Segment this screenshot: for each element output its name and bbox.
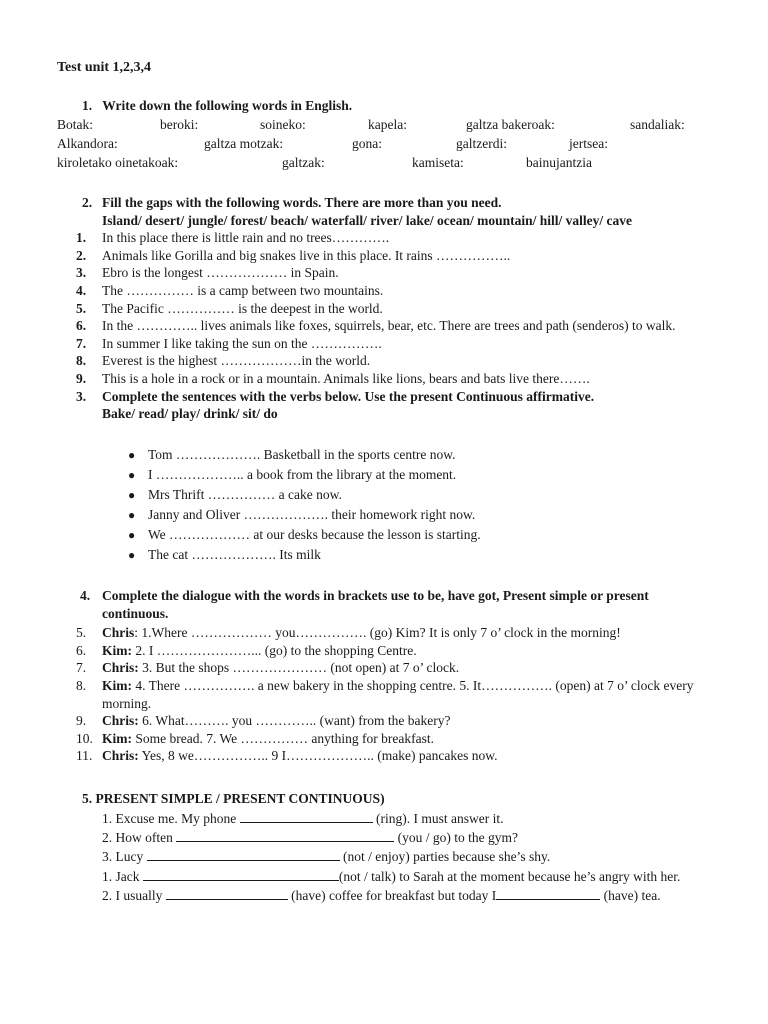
vocab-word: bainujantzia	[526, 155, 592, 170]
item-number: 2.	[76, 247, 87, 263]
section-number: 5.	[82, 791, 93, 806]
item-text: 2. How often	[102, 830, 177, 846]
section-heading-text: PRESENT SIMPLE / PRESENT CONTINUOUS)	[95, 791, 385, 806]
section-number: 3.	[76, 388, 87, 404]
item-text: : 1.Where ……………… you……………. (go) Kim? It is only 7 o’ clock in the morning!	[134, 625, 621, 641]
item-text: The Pacific …………… is the deepest in the world.	[102, 300, 383, 316]
dialogue-line	[76, 677, 716, 712]
item-text: Some bread. 7. We …………… anything for breakfast.	[132, 730, 434, 746]
section-number: 4.	[80, 588, 91, 603]
item-text: Everest is the highest ………………in the world.	[102, 353, 371, 369]
vocab-word: kapela:	[368, 117, 407, 132]
bullet-icon: ●	[128, 528, 136, 542]
item-text: 1. Excuse me. My phone	[102, 811, 240, 826]
item-text: We ……………… at our desks because the lesson is starting.	[148, 527, 481, 542]
item-text: 1. Jack	[102, 868, 143, 884]
dialogue-line	[76, 642, 716, 660]
vocab-word: Alkandora:	[57, 136, 118, 151]
item-text: 6. What………. you ………….. (want) from the bakery?	[138, 713, 451, 729]
item-number: 6.	[76, 318, 87, 334]
list-item	[76, 264, 716, 282]
speaker-name: Kim:	[102, 642, 132, 658]
vocab-row	[57, 136, 737, 154]
item-text: In the ………….. lives animals like foxes, squirrels, bear, etc. There are trees and path (senderos) to walk.	[102, 318, 676, 334]
list-item	[76, 317, 716, 335]
item-text: (not / talk) to Sarah at the moment because he’s angry with her.	[338, 868, 681, 884]
list-item	[76, 352, 716, 370]
item-text: I ……………….. a book from the library at the moment.	[148, 467, 457, 482]
item-text: In this place there is little rain and no trees………….	[102, 230, 390, 246]
answer-blank[interactable]	[496, 887, 600, 900]
answer-blank[interactable]	[166, 887, 288, 900]
item-text: (ring). I must answer it.	[372, 811, 504, 826]
item-number: 7.	[76, 335, 87, 351]
bullet-icon: ●	[128, 448, 136, 462]
item-number: 10.	[76, 730, 93, 746]
section-heading-text: Complete the dialogue with the words in brackets use to be, have got, Present simple or present continuous.	[102, 588, 649, 621]
answer-blank[interactable]	[240, 810, 373, 823]
list-item	[76, 335, 716, 353]
item-number: 5.	[76, 625, 87, 641]
item-number: 9.	[76, 713, 87, 729]
speaker-name: Kim:	[102, 730, 132, 746]
item-number: 4.	[76, 282, 87, 298]
list-item	[128, 445, 548, 465]
list-item	[128, 505, 548, 525]
list-item	[128, 485, 548, 505]
dialogue-text	[102, 747, 716, 765]
speaker-name: Kim:	[102, 677, 132, 693]
section-heading-text: Complete the sentences with the verbs below. Use the present Continuous affirmative.	[102, 388, 595, 404]
word-bank: Island/ desert/ jungle/ forest/ beach/ waterfall/ river/ lake/ ocean/ mountain/ hill/ valley/ cave	[102, 212, 632, 228]
section-heading-text: Write down the following words in English.	[102, 98, 353, 113]
list-item	[76, 229, 716, 247]
list-item	[76, 300, 716, 318]
speaker-name: Chris	[102, 625, 135, 641]
vocab-row	[57, 155, 737, 173]
speaker-name: Chris:	[102, 660, 139, 676]
dialogue-text	[102, 624, 716, 642]
item-text: Ebro is the longest ……………… in Spain.	[102, 265, 339, 281]
list-item	[76, 370, 716, 388]
item-text: 3. Lucy	[102, 849, 147, 865]
item-text: In summer I like taking the sun on the …………….	[102, 335, 382, 351]
section-3-list	[128, 445, 548, 565]
section-5-list	[102, 809, 722, 905]
item-text: (you / go) to the gym?	[394, 830, 518, 846]
item-text: 2. I usually	[102, 887, 166, 903]
item-text: 4. There ……………. a new bakery in the shopping centre. 5. It……………. (open) at 7 o’ clock every morning.	[102, 677, 694, 711]
section-3-heading	[76, 388, 716, 406]
dialogue-line	[76, 659, 716, 677]
vocab-word: galtzerdi:	[456, 136, 507, 151]
bullet-icon: ●	[128, 468, 136, 482]
speaker-name: Chris:	[102, 748, 139, 764]
item-text: Mrs Thrift …………… a cake now.	[148, 487, 342, 502]
list-item	[76, 247, 716, 265]
exercise-line	[102, 867, 722, 886]
item-text: Janny and Oliver ………………. their homework right now.	[148, 507, 476, 522]
dialogue-line	[76, 747, 716, 765]
bullet-icon: ●	[128, 548, 136, 562]
list-item	[76, 282, 716, 300]
item-number: 9.	[76, 370, 87, 386]
section-4	[76, 587, 716, 765]
dialogue-text	[102, 677, 716, 712]
item-number: 6.	[76, 642, 87, 658]
item-text: 2. I …………………... (go) to the shopping Centre.	[132, 642, 417, 658]
section-2-heading	[76, 194, 716, 212]
vocab-word: sandaliak:	[630, 117, 685, 132]
item-number: 7.	[76, 660, 87, 676]
dialogue-text	[102, 730, 716, 748]
vocab-word: galtza motzak:	[204, 136, 284, 151]
section-heading-text: Fill the gaps with the following words. There are more than you need.	[102, 195, 502, 210]
speaker-name: Chris:	[102, 713, 139, 729]
bullet-icon: ●	[128, 488, 136, 502]
word-bank: Bake/ read/ play/ drink/ sit/ do	[102, 406, 278, 422]
item-text: This is a hole in a rock or in a mountain. Animals like lions, bears and bats live there…….	[102, 370, 590, 386]
item-text: Yes, 8 we…………….. 9 I……………….. (make) pancakes now.	[138, 748, 498, 764]
item-text: 3. But the shops ………………… (not open) at 7 o’ clock.	[138, 660, 460, 676]
page-title: Test unit 1,2,3,4	[57, 60, 152, 75]
vocab-word: kiroletako oinetakoak:	[57, 155, 179, 170]
section-4-heading	[76, 587, 716, 622]
vocab-word: kamiseta:	[412, 155, 464, 170]
section-5-heading	[82, 791, 385, 807]
item-number: 5.	[76, 300, 87, 316]
dialogue-line	[76, 624, 716, 642]
vocab-word: soineko:	[260, 117, 306, 132]
item-text: The cat ………………. Its milk	[148, 547, 321, 562]
exercise-line	[102, 809, 722, 828]
section-number: 2.	[82, 195, 93, 210]
dialogue-text	[102, 659, 716, 677]
section-2	[76, 194, 716, 423]
dialogue-line	[76, 712, 716, 730]
exercise-line	[102, 828, 722, 847]
item-text: Animals like Gorilla and big snakes live in this place. It rains ……………..	[102, 247, 511, 263]
answer-blank[interactable]	[143, 868, 339, 881]
vocab-word: Botak:	[57, 117, 93, 132]
list-item	[128, 465, 548, 485]
item-text: (have) coffee for breakfast but today I	[287, 887, 497, 903]
dialogue-line	[76, 730, 716, 748]
answer-blank[interactable]	[176, 829, 394, 842]
section-3-wordlist	[76, 405, 716, 423]
item-text: (not / enjoy) parties because she’s shy.	[339, 849, 551, 865]
vocab-word: gona:	[352, 136, 382, 151]
answer-blank[interactable]	[147, 848, 340, 861]
dialogue-text	[102, 712, 716, 730]
vocab-word: jertsea:	[569, 136, 608, 151]
item-number: 1.	[76, 230, 87, 246]
list-item	[128, 525, 548, 545]
item-text: (have) tea.	[600, 887, 661, 903]
exercise-line	[102, 847, 722, 866]
vocab-word: galtza bakeroak:	[466, 117, 555, 132]
item-text: The …………… is a camp between two mountains.	[102, 282, 384, 298]
bullet-icon: ●	[128, 508, 136, 522]
section-number: 1.	[82, 98, 93, 113]
section-1-heading	[82, 98, 352, 114]
vocab-word: galtzak:	[282, 155, 325, 170]
vocab-row	[57, 117, 737, 135]
item-number: 3.	[76, 265, 87, 281]
item-text: Tom ………………. Basketball in the sports centre now.	[148, 447, 456, 462]
dialogue-text	[102, 642, 716, 660]
exercise-line	[102, 886, 722, 905]
item-number: 8.	[76, 353, 87, 369]
item-number: 8.	[76, 677, 87, 693]
vocab-word: beroki:	[160, 117, 199, 132]
item-number: 11.	[76, 748, 93, 764]
section-2-wordlist	[76, 212, 716, 230]
list-item	[128, 545, 548, 565]
